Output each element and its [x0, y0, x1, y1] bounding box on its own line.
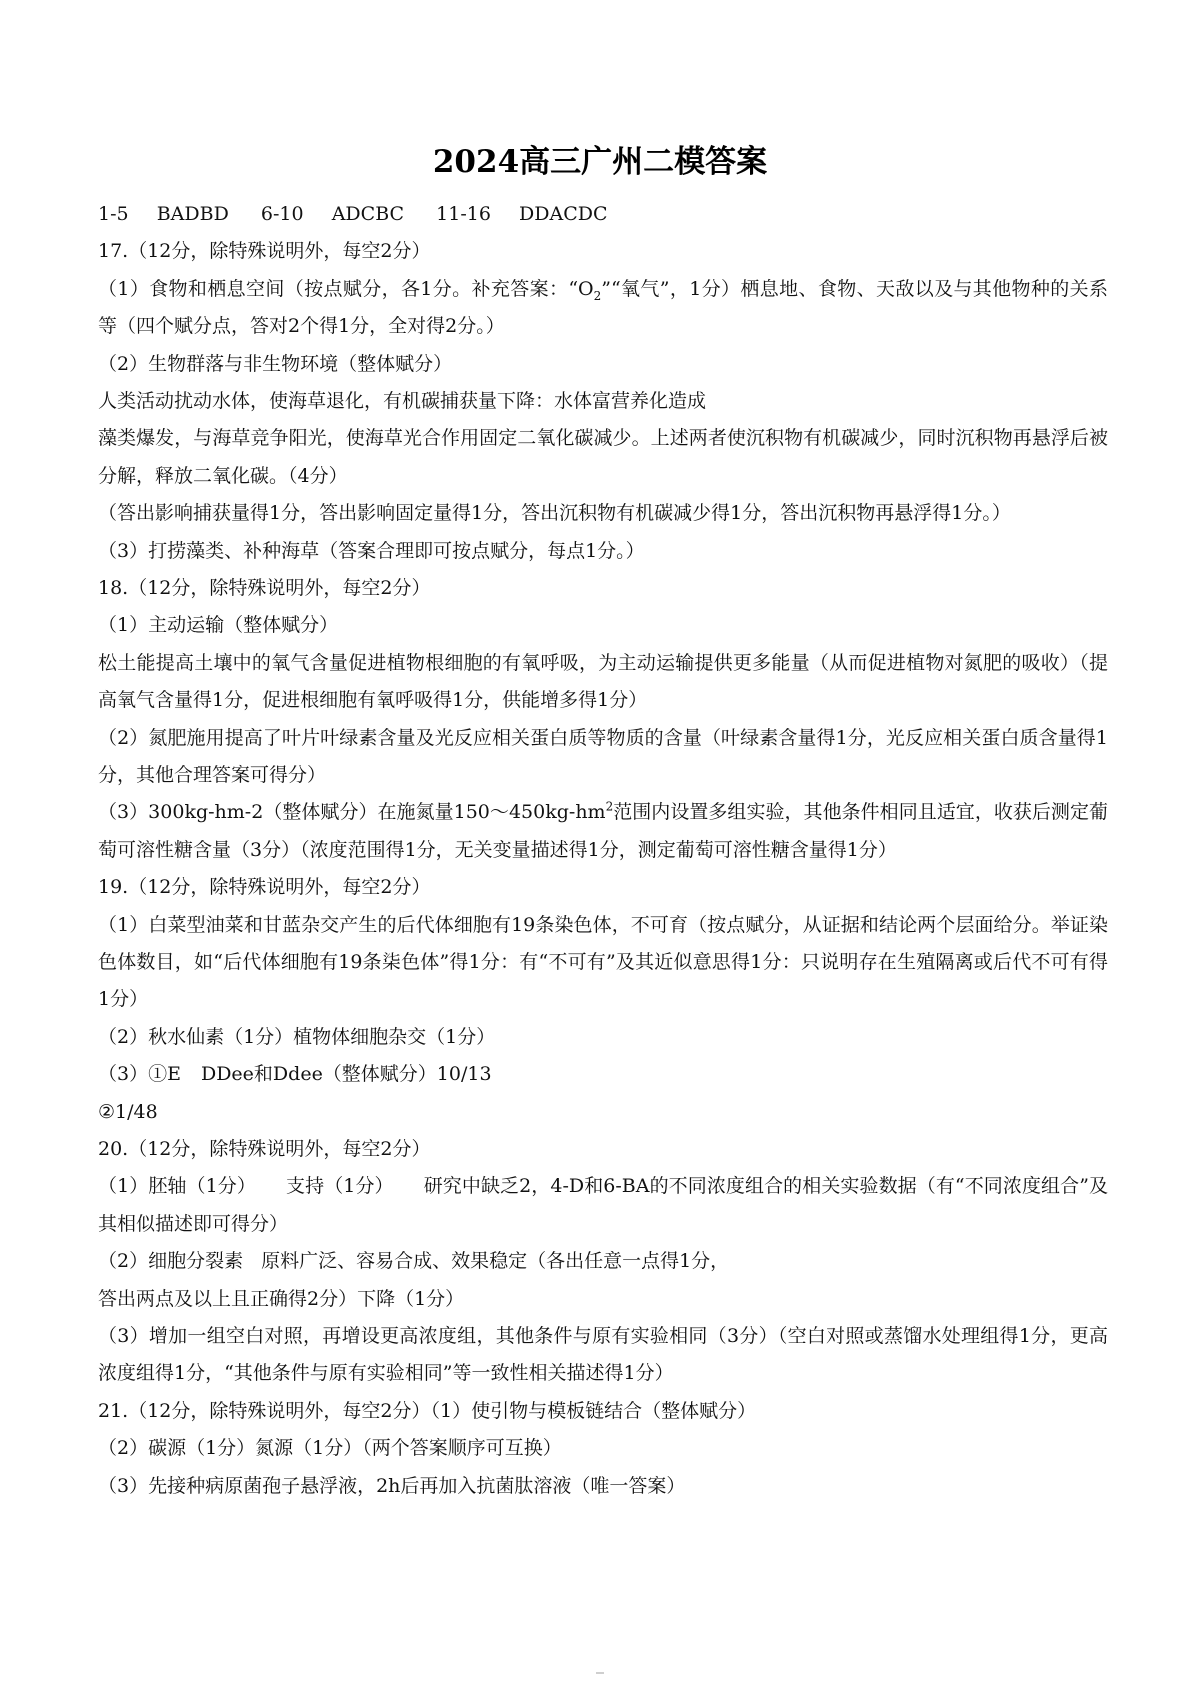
q19-header: 19.（12分，除特殊说明外，每空2分）: [98, 876, 431, 899]
q21-answer-3: （3）先接种病原菌孢子悬浮液，2h后再加入抗菌肽溶液（唯一答案）: [98, 1474, 686, 1497]
q17-answer-2-line-2: 人类活动扰动水体，使海草退化，有机碳捕获量下降：水体富营养化造成: [98, 389, 707, 412]
answer-body: [98, 196, 1108, 1505]
q20-a1-part-2: 支持（1分）: [285, 1175, 394, 1198]
q18-header: 18.（12分，除特殊说明外，每空2分）: [98, 576, 431, 599]
mc-answer-3: DDACDC: [519, 203, 608, 225]
footer-mark: [596, 1672, 604, 1674]
q20-answer-1: [98, 1168, 1108, 1243]
q19-answer-2: （2）秋水仙素（1分）植物体细胞杂交（1分）: [98, 1025, 496, 1048]
mc-range-3: 11-16: [436, 203, 491, 225]
mc-range-1: 1-5: [98, 203, 129, 225]
q20-a1-part-3: 研究中缺乏2，4-D和6-BA的不同浓度组合的相关实验数据（有“不同浓度组合”及其相似描述即可得分）: [98, 1175, 1109, 1235]
q21-answer-2: （2）碳源（1分）氮源（1分）（两个答案顺序可互换）: [98, 1437, 562, 1460]
q20-a2-part-1: （2）细胞分裂素: [98, 1250, 244, 1273]
q18-a3-text-cont: 范围内设置多组实验，其他条件相同且适宜，收获后测定葡萄可溶性糖含量（3分）（浓度范围得1分，无关变量描述得1分，测定葡萄可溶性糖含量得1分）: [98, 801, 1108, 861]
q19-a3-text: （3）①E: [98, 1063, 181, 1086]
q17-answer-2-line-3: 藻类爆发，与海草竞争阳光，使海草光合作用固定二氧化碳减少。上述两者使沉积物有机碳减少，同时沉积物再悬浮后被分解，释放二氧化碳。（4分）: [98, 427, 1108, 487]
q18-answer-3: [98, 794, 1108, 869]
q17-answer-2-scoring: （答出影响捕获量得1分，答出影响固定量得1分，答出沉积物有机碳减少得1分，答出沉积物再悬浮得1分。）: [98, 502, 1011, 525]
q17-answer-1: [98, 271, 1108, 346]
page-title: 2024高三广州二模答案: [432, 144, 768, 180]
q17-a1-text-cont: ”“氧气”，1分）栖息地、食物、天敌以及与其他物种的关系等（四个赋分点，答对2个得1分，全对得2分。）: [98, 277, 1109, 338]
mc-range-2: 6-10: [260, 203, 304, 225]
q20-a2-part-2: 原料广泛、容易合成、效果稳定（各出任意一点得1分，: [261, 1250, 730, 1273]
q17-header: 17.（12分，除特殊说明外，每空2分）: [98, 240, 431, 263]
mc-answer-2: ADCBC: [331, 203, 405, 225]
mc-answers: [98, 196, 1108, 233]
q20-answer-3: （3）增加一组空白对照，再增设更高浓度组，其他条件与原有实验相同（3分）（空白对照或蒸馏水处理组得1分，更高浓度组得1分，“其他条件与原有实验相同”等一致性相关描述得1分）: [98, 1324, 1108, 1385]
q18-a3-superscript: 2: [605, 800, 614, 815]
q20-header: 20.（12分，除特殊说明外，每空2分）: [98, 1137, 431, 1160]
q20-answer-2: [98, 1243, 1108, 1280]
q17-answer-3: （3）打捞藻类、补种海草（答案合理即可按点赋分，每点1分。）: [98, 539, 645, 562]
mc-answer-1: BADBD: [156, 203, 229, 225]
q19-answer-1: （1）白菜型油菜和甘蓝杂交产生的后代体细胞有19条染色体，不可育（按点赋分，从证据和结论两个层面给分。举证染色体数目，如“后代体细胞有19条柒色体”得1分：有“不可有”及其近似意思得1分：只说明存在生殖隔离或后代不可有得1分）: [98, 913, 1108, 1011]
q17-answer-2: （2）生物群落与非生物环境（整体赋分）: [98, 352, 453, 375]
q21-header: 21.（12分，除特殊说明外，每空2分）（1）使引物与模板链结合（整体赋分）: [98, 1399, 757, 1422]
q18-answer-2: （2）氮肥施用提高了叶片叶绿素含量及光反应相关蛋白质等物质的含量（叶绿素含量得1分，光反应相关蛋白质含量得1分，其他合理答案可得分）: [98, 726, 1108, 786]
q19-answer-3-line-2: ②1/48: [98, 1100, 158, 1123]
q17-a1-subscript: 2: [593, 288, 602, 303]
q19-answer-3: [98, 1056, 1108, 1093]
q18-a3-text: （3）300kg-hm-2（整体赋分）在施氮量150～450kg-hm: [98, 801, 606, 824]
q18-answer-1: （1）主动运输（整体赋分）: [98, 614, 339, 637]
q20-a1-part-1: （1）胚轴（1分）: [98, 1175, 256, 1198]
q17-a1-text: （1）食物和栖息空间（按点赋分，各1分。补充答案：“O: [98, 277, 594, 300]
q18-answer-1-explanation: 松土能提高土壤中的氧气含量促进植物根细胞的有氧呼吸，为主动运输提供更多能量（从而促进植物对氮肥的吸收）（提高氧气含量得1分，促进根细胞有氧呼吸得1分，供能增多得1分）: [98, 651, 1108, 712]
q20-answer-2-line-2: 答出两点及以上且正确得2分）下降（1分）: [98, 1287, 465, 1310]
q19-a3-text-cont: DDee和Ddee（整体赋分）10/13: [200, 1063, 492, 1086]
